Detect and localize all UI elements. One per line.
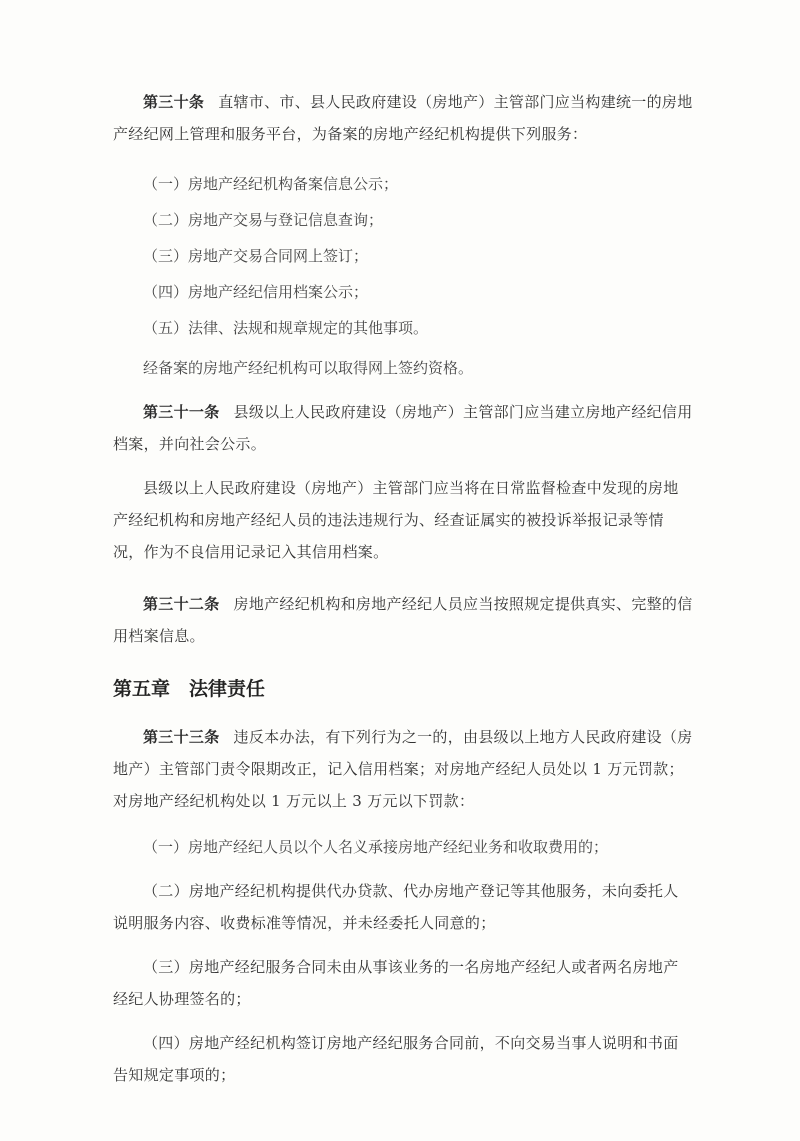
article-31-extra: 县级以上人民政府建设（房地产）主管部门应当将在日常监督检查中发现的房地产经纪机构和房地产经纪人员的违法违规行为、经查证属实的被投诉举报记录等情况，作为不良信用记录记入其信用档案。 bbox=[113, 479, 679, 561]
article-30-item-4: （四）房地产经纪信用档案公示； bbox=[143, 283, 369, 301]
article-30-item-2: （二）房地产交易与登记信息查询； bbox=[143, 211, 384, 229]
article-32-text: 房地产经纪机构和房地产经纪人员应当按照规定提供真实、完整的信用档案信息。 bbox=[113, 595, 693, 645]
article-32-label: 第三十二条 bbox=[143, 595, 220, 613]
article-31-text: 县级以上人民政府建设（房地产）主管部门应当建立房地产经纪信用档案，并向社会公示。 bbox=[113, 403, 693, 453]
article-30-label: 第三十条 bbox=[143, 93, 205, 111]
article-31 bbox=[113, 396, 693, 460]
article-33-text: 违反本办法，有下列行为之一的，由县级以上地方人民政府建设（房地产）主管部门责令限期改正，记入信用档案；对房地产经纪人员处以 1 万元罚款；对房地产经纪机构处以 1 万元以上 3 万元以下罚款： bbox=[113, 728, 693, 810]
chapter-5-heading: 第五章 法律责任 bbox=[113, 678, 266, 700]
article-33-item-4: （四）房地产经纪机构签订房地产经纪服务合同前，不向交易当事人说明和书面告知规定事项的； bbox=[113, 1034, 679, 1084]
article-30 bbox=[113, 86, 693, 150]
article-32 bbox=[113, 588, 693, 652]
article-30-item-5: （五）法律、法规和规章规定的其他事项。 bbox=[143, 319, 429, 337]
article-33-item-1: （一）房地产经纪人员以个人名义承接房地产经纪业务和收取费用的； bbox=[143, 838, 609, 856]
article-33 bbox=[113, 721, 693, 817]
article-30-item-1: （一）房地产经纪机构备案信息公示； bbox=[143, 175, 399, 193]
article-33-item-2: （二）房地产经纪机构提供代办贷款、代办房地产登记等其他服务，未向委托人说明服务内容、收费标准等情况，并未经委托人同意的； bbox=[113, 882, 679, 932]
article-33-label: 第三十三条 bbox=[143, 728, 220, 746]
article-33-item-3: （三）房地产经纪服务合同未由从事该业务的一名房地产经纪人或者两名房地产经纪人协理签名的； bbox=[113, 958, 679, 1008]
article-30-text: 直辖市、市、县人民政府建设（房地产）主管部门应当构建统一的房地产经纪网上管理和服务平台，为备案的房地产经纪机构提供下列服务： bbox=[113, 93, 693, 143]
article-31-label: 第三十一条 bbox=[143, 403, 220, 421]
article-30-extra: 经备案的房地产经纪机构可以取得网上签约资格。 bbox=[143, 359, 474, 377]
article-30-item-3: （三）房地产交易合同网上签订； bbox=[143, 247, 369, 265]
